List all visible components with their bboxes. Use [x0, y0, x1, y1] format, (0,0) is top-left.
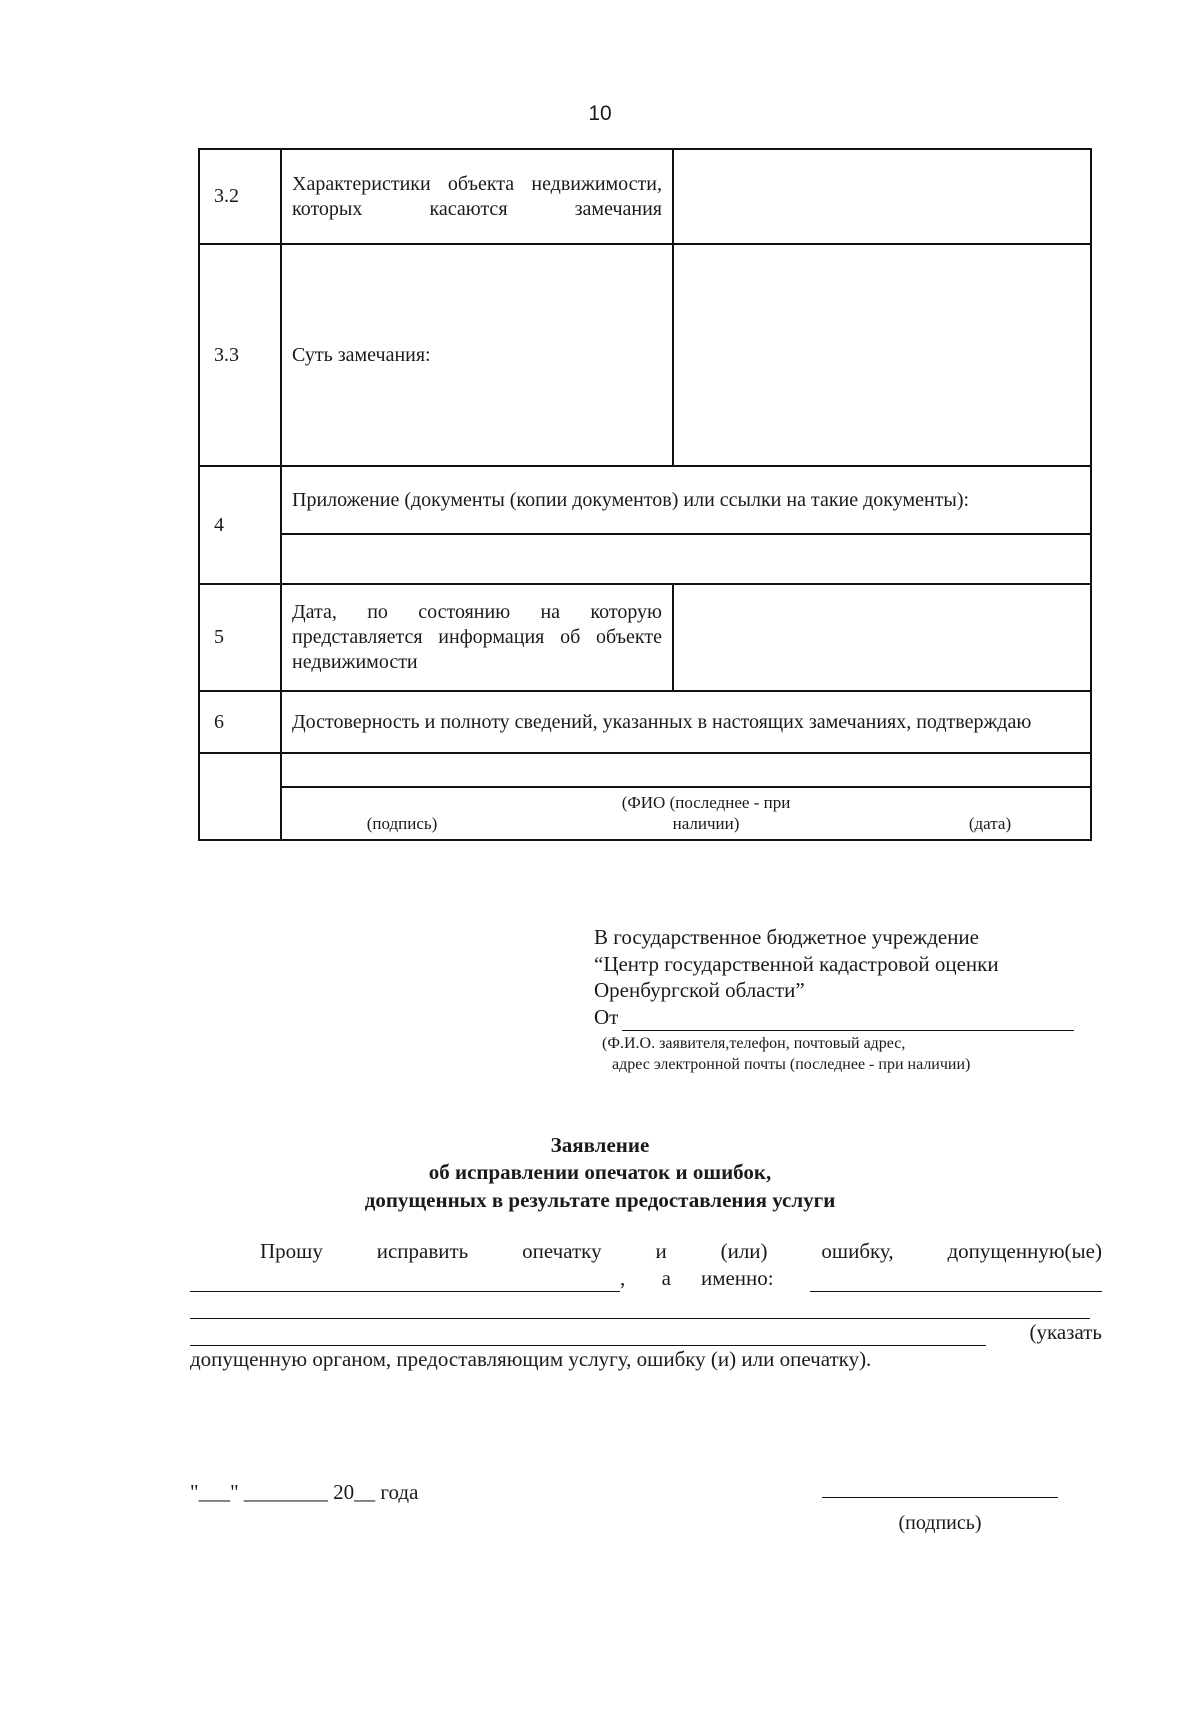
statement-word: исправить [376, 1238, 469, 1263]
table-row [199, 787, 1091, 840]
table-row [199, 753, 1091, 787]
from-label: От [594, 1004, 619, 1029]
statement-line [190, 1265, 1102, 1292]
row-number: 4 [199, 466, 281, 584]
statement-word: Прошу [260, 1238, 323, 1263]
statement-title [0, 1132, 1200, 1214]
comma: , [620, 1265, 626, 1290]
statement-line [190, 1238, 1102, 1265]
organ-field[interactable] [190, 1273, 620, 1292]
statement-last-line: допущенную органом, предоставляющим услугу, ошибку (и) или опечатку). [190, 1347, 872, 1371]
statement-word: (или) [720, 1238, 768, 1263]
row-number: 6 [199, 691, 281, 753]
applicant-hint-line: (Ф.И.О. заявителя,телефон, почтовый адрес, [602, 1034, 906, 1052]
namely-word: именно: [700, 1265, 774, 1290]
title-line: Заявление [550, 1133, 650, 1157]
signature-caption: (подпись) [898, 1512, 982, 1534]
date-caption: (дата) [968, 814, 1012, 834]
row-label: Приложение (документы (копии документов) или ссылки на такие документы): [281, 466, 1091, 534]
statement-word: допущенную(ые) [947, 1238, 1102, 1263]
addressee-line: Оренбургской области” [594, 978, 805, 1003]
statement-word: опечатку [522, 1238, 602, 1263]
table-row [199, 149, 1091, 244]
error-field-continued[interactable] [190, 1300, 1090, 1319]
row-value-field[interactable] [673, 149, 1091, 244]
addressee-block [594, 924, 1074, 1076]
table-row [199, 691, 1091, 753]
row-value-field[interactable] [673, 584, 1091, 691]
statement-line [190, 1319, 1102, 1346]
row-label: Характеристики объекта недвижимости, которых касаются замечания [281, 149, 673, 244]
applicant-field[interactable] [622, 1012, 1074, 1031]
signature-field[interactable] [281, 753, 1091, 787]
attachments-field[interactable] [281, 534, 1091, 584]
addressee-line: “Центр государственной кадастровой оценки [594, 951, 999, 976]
statement-word: и [655, 1238, 667, 1263]
statement-body [190, 1238, 1102, 1373]
page-number: 10 [588, 102, 612, 125]
fio-caption: (ФИО (последнее - при наличии) [621, 793, 791, 834]
row-label: Суть замечания: [281, 244, 673, 466]
table-row [199, 534, 1091, 584]
error-field[interactable] [810, 1273, 1102, 1292]
signature-line[interactable] [822, 1497, 1058, 1498]
row-number: 5 [199, 584, 281, 691]
a-word: а [661, 1265, 671, 1290]
row-value-field[interactable] [673, 244, 1091, 466]
statement-line [190, 1292, 1102, 1319]
statement-word: ошибку, [821, 1238, 894, 1263]
remarks-form-table [198, 148, 1092, 841]
signature-caption: (подпись) [366, 814, 438, 834]
indicate-word: (указать [1029, 1319, 1102, 1344]
applicant-hint [594, 1033, 1074, 1076]
addressee-line: В государственное бюджетное учреждение [594, 925, 979, 949]
table-row [199, 244, 1091, 466]
signature-captions-cell [281, 787, 1091, 840]
applicant-hint-line: адрес электронной почты (последнее - при наличии) [612, 1056, 971, 1074]
title-line: об исправлении опечаток и ошибок, [428, 1160, 772, 1185]
row-label: Достоверность и полноту сведений, указанных в настоящих замечаниях, подтверждаю [281, 691, 1091, 753]
table-row [199, 466, 1091, 534]
table-row [199, 584, 1091, 691]
title-line: допущенных в результате предоставления услуги [364, 1187, 836, 1212]
date-line[interactable]: "___" ________ 20__ года [190, 1480, 419, 1504]
from-line [594, 1004, 1074, 1031]
row-number: 3.3 [199, 244, 281, 466]
row-label: Дата, по состоянию на которую представляется информация об объекте недвижимости [281, 584, 673, 691]
error-field-continued[interactable] [190, 1327, 986, 1346]
row-number: 3.2 [199, 149, 281, 244]
row-number-empty [199, 753, 281, 840]
